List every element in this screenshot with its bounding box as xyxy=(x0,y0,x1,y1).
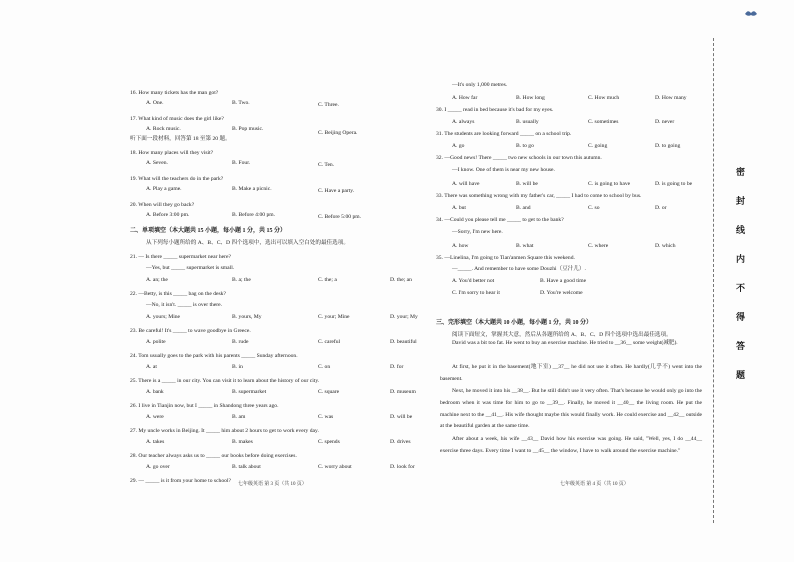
question-text: 19. What will the teachers do in the park? xyxy=(130,176,224,182)
option-c: C. spends xyxy=(318,439,340,445)
option-a: A. Play a game. xyxy=(146,186,182,192)
option-c: C. square xyxy=(318,389,340,395)
option-a: A. go xyxy=(452,143,465,149)
option-d: D. drives xyxy=(390,439,411,445)
cloze-paragraph: Next, he moved it into his __38__. But he still didn't use it very often. That's because he would only go into the bedroom when it was time for him to go to __39__. Finally, he moved it __40__ the living room. He put the machine next to the __41__. His wife thought maybe this would finally work. He could exercise and __42__ outside at the beautiful garden at the same time. xyxy=(440,388,702,430)
question-text: 33. There was something wrong with my father's car, _____ I had to come to school by bus. xyxy=(436,193,642,199)
page-footer-left: 七年级英语 第 3 页（共 10 页） xyxy=(238,482,307,487)
option-c: C. Have a party. xyxy=(318,188,355,194)
option-c: C. is going to have xyxy=(588,181,631,187)
question-text: 17. What kind of music does the girl like? xyxy=(130,116,224,122)
option-b: B. will be xyxy=(516,181,538,187)
option-c: C. Before 5:00 pm. xyxy=(318,214,362,220)
section2-instructions: 从下列每小题所给的 A、B、C、D 四个选项中，选出可以填入空白处的最佳选项。 xyxy=(146,240,349,246)
option-a: A. were xyxy=(146,414,164,420)
option-b: B. and xyxy=(516,205,531,211)
section3-instructions: 阅读下面短文，掌握其大意，然后从各题所给的 A、B、C、D 四个选项中选出最佳选项。 xyxy=(452,332,672,338)
question-text-line2: —No, it isn't. _____ is over there. xyxy=(146,302,223,308)
seal-char: 答 xyxy=(736,342,746,352)
option-a: A. will have xyxy=(452,181,480,187)
seal-char: 不 xyxy=(736,284,746,294)
option-c: C. careful xyxy=(318,339,341,345)
option-d: D. or xyxy=(655,205,667,211)
option-a: A. Seven. xyxy=(146,160,168,166)
option-b: B. a; the xyxy=(232,277,251,283)
option-a: A. polite xyxy=(146,339,166,345)
option-d: D. beautiful xyxy=(390,339,417,345)
question-text-line2: —Yes, but _____ supermarket is small. xyxy=(146,265,235,271)
option-c: C. the; a xyxy=(318,277,337,283)
question-text: 35. —Linelina, I'm going to Tian'anmen Square this weekend. xyxy=(436,255,575,261)
option-d: D. for xyxy=(390,364,404,370)
option-d: D. You're welcome xyxy=(540,290,583,296)
cloze-paragraph: At first, he put it in the basement(地下室) __37__ he did not use it often. He hardly(几乎不) went into the basement. xyxy=(440,364,702,382)
option-d: D. to going xyxy=(655,143,681,149)
section2-title: 二、单项填空（本大题共 15 小题，每小题 1 分，共 15 分） xyxy=(130,228,287,234)
option-a: A. How far xyxy=(452,95,478,101)
question-text: 26. I live in Tianjin now, but I _____ in Shandong three years ago. xyxy=(130,403,279,409)
option-a: A. Rock music. xyxy=(146,126,181,132)
option-a: A. Before 3:00 pm. xyxy=(146,212,190,218)
question-text-line2: —Sorry, I'm new here. xyxy=(452,229,503,235)
question-text: 25. There is a _____ in our city. You can visit it to learn about the history of our city. xyxy=(130,378,320,384)
question-text: 18. How many places will they visit? xyxy=(130,150,214,156)
option-c: C. Ten. xyxy=(318,162,335,168)
option-b: B. Make a picnic. xyxy=(232,186,272,192)
option-c: C. Three. xyxy=(318,102,339,108)
logo-icon xyxy=(744,8,758,18)
option-b: B. Before 4:00 pm. xyxy=(232,212,276,218)
option-b: B. usually xyxy=(516,119,539,125)
option-a: A. but xyxy=(452,205,466,211)
option-b: B. supermarket xyxy=(232,389,267,395)
option-c: C. going xyxy=(588,143,608,149)
question-text: 22. —Betty, is this _____ bag on the desk? xyxy=(130,291,226,297)
option-a: A. at xyxy=(146,364,157,370)
option-a: A. You'd better not xyxy=(452,278,495,284)
option-d: D. museum xyxy=(390,389,416,395)
seal-char: 内 xyxy=(736,255,746,265)
option-c: C. I'm sorry to hear it xyxy=(452,290,500,296)
question-text: 34. —Could you please tell me _____ to get to the bank? xyxy=(436,217,564,223)
question-text: 20. When will they go back? xyxy=(130,202,195,208)
section3-title: 三、完形填空（本大题共 10 小题，每小题 1 分，共 10 分） xyxy=(436,320,593,326)
option-c: C. Beijing Opera. xyxy=(318,130,358,136)
question-text: 16. How many tickets has the man got? xyxy=(130,90,219,96)
option-d: D. look for xyxy=(390,464,415,470)
answer-line: —It's only 1,000 metres. xyxy=(452,82,508,88)
option-d: D. is going to be xyxy=(655,181,693,187)
seal-char: 题 xyxy=(736,371,746,381)
option-c: C. sometimes xyxy=(588,119,619,125)
cloze-paragraph: David was a bit too fat. He went to buy an exercise machine. He tried to __36__ some weight(减肥). xyxy=(452,340,678,346)
option-a: A. takes xyxy=(146,439,165,445)
option-d: D. which xyxy=(655,243,676,249)
seal-dashed-line xyxy=(713,38,714,523)
option-c: C. where xyxy=(588,243,609,249)
option-b: B. what xyxy=(516,243,534,249)
question-text: 32. —Good news! There _____ two new schools in our town this autumn. xyxy=(436,155,602,161)
option-c: C. on xyxy=(318,364,331,370)
question-text: 29. — _____ is it from your home to school? xyxy=(130,478,231,484)
option-a: A. go over xyxy=(146,464,170,470)
option-c: C. worry about xyxy=(318,464,352,470)
listening-note: 听下面一段材料，回答第 18 至第 20 题。 xyxy=(130,136,231,142)
option-b: B. to go xyxy=(516,143,534,149)
option-d: D. will be xyxy=(390,414,413,420)
option-c: C. so xyxy=(588,205,600,211)
option-d: D. never xyxy=(655,119,675,125)
option-b: B. How long xyxy=(516,95,545,101)
option-c: C. your; Mine xyxy=(318,314,350,320)
option-b: B. Two. xyxy=(232,100,250,106)
seal-char: 封 xyxy=(736,197,746,207)
option-b: B. makes xyxy=(232,439,253,445)
option-c: C. was xyxy=(318,414,334,420)
option-b: B. talk about xyxy=(232,464,261,470)
cloze-paragraph: After about a week, his wife __43__ David how his exercise was going. He said, "Well, yes, I do __44__ exercise three days. Every time I want to __45__ the window, I have to walk around the exercise machine." xyxy=(440,436,702,454)
question-text: 24. Tom usually goes to the park with his parents _____ Sunday afternoon. xyxy=(130,353,298,359)
option-b: B. Pop music. xyxy=(232,126,264,132)
option-d: D. your; My xyxy=(390,314,418,320)
question-text: 30. I _____ read in bed because it's bad for my eyes. xyxy=(436,107,554,113)
seal-char: 密 xyxy=(736,168,746,178)
option-c: C. How much xyxy=(588,95,620,101)
question-text: 31. The students are looking forward _____ on a school trip. xyxy=(436,131,572,137)
option-a: A. how xyxy=(452,243,469,249)
option-b: B. Four. xyxy=(232,160,251,166)
option-b: B. Have a good time xyxy=(540,278,587,284)
option-d: D. the; an xyxy=(390,277,412,283)
option-b: B. am xyxy=(232,414,246,420)
option-a: A. yours; Mine xyxy=(146,314,181,320)
question-text: 23. Be careful! It's _____ to wave goodbye in Greece. xyxy=(130,328,251,334)
seal-char: 线 xyxy=(736,226,746,236)
option-d: D. How many xyxy=(655,95,687,101)
option-a: A. bank xyxy=(146,389,164,395)
option-a: A. an; the xyxy=(146,277,168,283)
option-b: B. rude xyxy=(232,339,249,345)
page-footer-right: 七年级英语 第 4 页（共 10 页） xyxy=(560,482,629,487)
question-text: 28. Our teacher always asks us to _____ our books before doing exercises. xyxy=(130,453,297,459)
seal-char: 得 xyxy=(736,313,746,323)
question-text-line2: —I know. One of them is near my new house. xyxy=(452,167,555,173)
option-a: A. always xyxy=(452,119,475,125)
question-text: 27. My uncle works in Beijing. It _____ him about 2 hours to get to work every day. xyxy=(130,428,319,434)
option-b: B. in xyxy=(232,364,243,370)
option-a: A. One. xyxy=(146,100,164,106)
question-text-line2: —_____. And remember to have some Douzhi（豆汁儿）. xyxy=(452,266,586,272)
option-b: B. yours, My xyxy=(232,314,262,320)
question-text: 21. — Is there _____ supermarket near here? xyxy=(130,254,231,260)
